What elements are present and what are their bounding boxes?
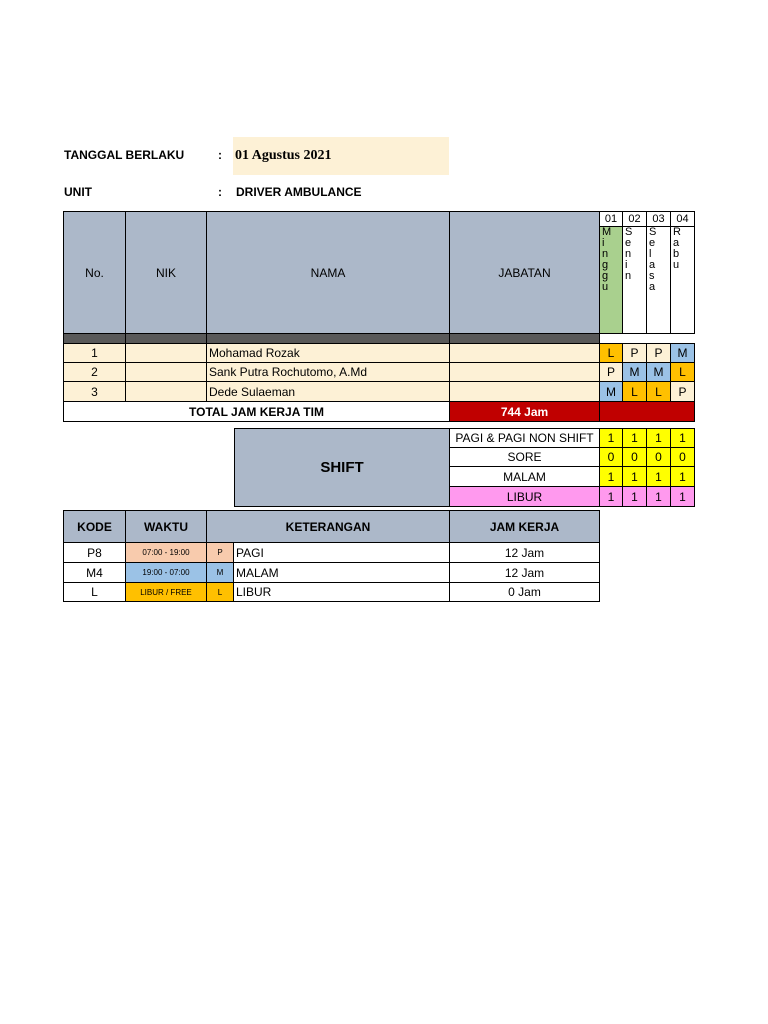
tanggal-colon: : [218,148,222,162]
row1-no: 1 [63,343,126,363]
legend-row2-waktu: 19:00 - 07:00 [125,562,207,583]
legend-row3-jam: 0 Jam [449,582,600,602]
row1-shift-02: P [622,343,647,363]
row2-jabatan [449,362,600,382]
row3-shift-03: L [646,381,671,402]
row2-shift-02: M [622,362,647,382]
legend-row1-kode: P8 [63,542,126,563]
day-name-03 [646,226,671,334]
row2-shift-04: L [670,362,695,382]
day-name-02-text: Senin [625,226,633,282]
col-no-header: No. [63,211,126,334]
shift-row3-label: MALAM [449,466,600,487]
row1-nama: Mohamad Rozak [206,343,450,363]
shift-row4-v3: 1 [646,486,671,507]
legend-kode-header: KODE [63,510,126,543]
row1-shift-03: P [646,343,671,363]
day-name-01-text: Minggu [602,226,612,293]
legend-jam-header: JAM KERJA [449,510,600,543]
col-nama-header: NAMA [206,211,450,334]
shift-row3-v4: 1 [670,466,695,487]
tanggal-value: 01 Agustus 2021 [233,137,449,175]
row2-no: 2 [63,362,126,382]
legend-row1-ket: PAGI [233,542,450,563]
legend-keterangan-header: KETERANGAN [206,510,450,543]
row3-nama: Dede Sulaeman [206,381,450,402]
row3-jabatan [449,381,600,402]
legend-row1-waktu: 07:00 - 19:00 [125,542,207,563]
shift-row4-v1: 1 [599,486,623,507]
shift-row1-v4: 1 [670,428,695,448]
row2-nik [125,362,207,382]
legend-row3-code: L [206,582,234,602]
legend-row1-jam: 12 Jam [449,542,600,563]
tanggal-label: TANGGAL BERLAKU [64,148,185,162]
row1-jabatan [449,343,600,363]
legend-row3-kode: L [63,582,126,602]
row1-nik [125,343,207,363]
shift-row2-v2: 0 [622,447,647,467]
shift-row3-v2: 1 [622,466,647,487]
legend-waktu-header: WAKTU [125,510,207,543]
total-days-fill [599,401,695,422]
shift-row3-v1: 1 [599,466,623,487]
legend-row2-kode: M4 [63,562,126,583]
row2-shift-03: M [646,362,671,382]
day-num-04: 04 [670,211,695,227]
shift-row2-v4: 0 [670,447,695,467]
shift-row1-v3: 1 [646,428,671,448]
row3-no: 3 [63,381,126,402]
shift-row2-label: SORE [449,447,600,467]
total-value: 744 Jam [449,401,600,422]
legend-row3-waktu: LIBUR / FREE [125,582,207,602]
shift-row3-v3: 1 [646,466,671,487]
legend-row1-code: P [206,542,234,563]
legend-row2-jam: 12 Jam [449,562,600,583]
shift-row1-v1: 1 [599,428,623,448]
day-num-01: 01 [599,211,623,227]
unit-colon: : [218,185,222,199]
shift-row4-v4: 1 [670,486,695,507]
day-num-03: 03 [646,211,671,227]
row2-nama: Sank Putra Rochutomo, A.Md [206,362,450,382]
row1-shift-01: L [599,343,623,363]
unit-value: DRIVER AMBULANCE [236,185,362,199]
row2-shift-01: P [599,362,623,382]
day-name-01 [599,226,623,334]
day-name-03-text: Selasa [649,226,657,293]
row3-shift-01: M [599,381,623,402]
col-jabatan-header: JABATAN [449,211,600,334]
day-name-04-text: Rabu [673,226,681,271]
shift-row1-label: PAGI & PAGI NON SHIFT [449,428,600,448]
row3-shift-04: P [670,381,695,402]
shift-row4-v2: 1 [622,486,647,507]
shift-row1-v2: 1 [622,428,647,448]
row3-shift-02: L [622,381,647,402]
shift-row4-label: LIBUR [449,486,600,507]
total-label: TOTAL JAM KERJA TIM [63,401,450,422]
day-name-02 [622,226,647,334]
shift-title: SHIFT [234,428,450,507]
shift-row2-v3: 0 [646,447,671,467]
day-name-04 [670,226,695,334]
col-nik-header: NIK [125,211,207,334]
shift-row2-v1: 0 [599,447,623,467]
legend-row2-code: M [206,562,234,583]
day-num-02: 02 [622,211,647,227]
row3-nik [125,381,207,402]
unit-label: UNIT [64,185,92,199]
row1-shift-04: M [670,343,695,363]
legend-row2-ket: MALAM [233,562,450,583]
legend-row3-ket: LIBUR [233,582,450,602]
